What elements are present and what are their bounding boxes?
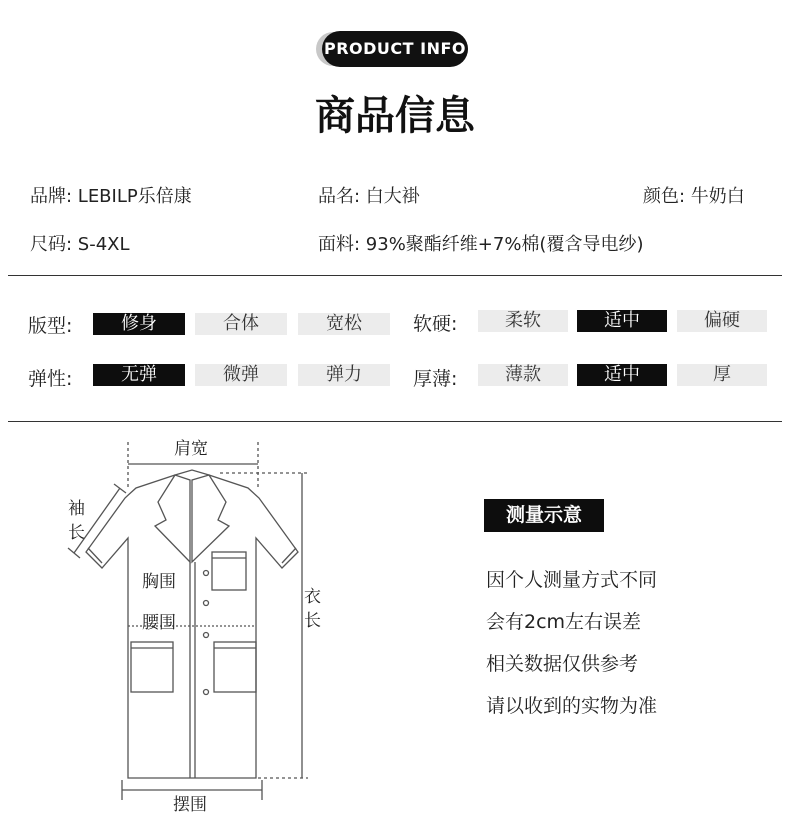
lab-coat-measurement-diagram: [40, 430, 340, 820]
label-chest: 胸围: [142, 572, 176, 592]
note-line-2: 会有2cm左右误差: [486, 611, 642, 633]
note-line-4: 请以收到的实物为准: [486, 695, 658, 717]
chip-elasticity-option-3: 弹力: [298, 364, 390, 386]
attr-thickness-label: 厚薄:: [413, 368, 458, 390]
label-sleeve-2: 长: [68, 523, 85, 543]
chip-fit-option-1: 修身: [93, 313, 185, 335]
attr-hardness-label: 软硬:: [413, 313, 458, 335]
chip-fit-option-2: 合体: [195, 313, 287, 335]
info-name: 品名: 白大褂: [318, 186, 420, 207]
label-shoulder-width: 肩宽: [174, 439, 208, 459]
info-size: 尺码: S-4XL: [30, 234, 130, 255]
chip-hardness-option-3: 偏硬: [677, 310, 767, 332]
label-hem: 摆围: [173, 795, 207, 815]
chip-thickness-option-3: 厚: [677, 364, 767, 386]
measure-tag: 测量示意: [484, 499, 604, 532]
label-length-2: 长: [304, 611, 321, 631]
label-waist: 腰围: [142, 613, 176, 633]
page-title: 商品信息: [315, 93, 475, 139]
attr-fit-label: 版型:: [28, 315, 73, 337]
divider-bottom: [8, 421, 782, 422]
info-color: 颜色: 牛奶白: [643, 186, 745, 207]
note-line-3: 相关数据仅供参考: [486, 653, 639, 675]
info-brand: 品牌: LEBILP乐倍康: [30, 186, 192, 207]
chip-fit-option-3: 宽松: [298, 313, 390, 335]
divider-top: [8, 275, 782, 276]
product-info-badge: PRODUCT INFO: [322, 31, 468, 67]
attr-elasticity-label: 弹性:: [28, 368, 73, 390]
info-fabric: 面料: 93%聚酯纤维+7%棉(覆含导电纱): [318, 234, 644, 255]
chip-elasticity-option-2: 微弹: [195, 364, 287, 386]
chip-elasticity-option-1: 无弹: [93, 364, 185, 386]
label-sleeve-1: 袖: [68, 499, 85, 519]
chip-hardness-option-1: 柔软: [478, 310, 568, 332]
chip-thickness-option-2: 适中: [577, 364, 667, 386]
note-line-1: 因个人测量方式不同: [486, 569, 658, 591]
chip-thickness-option-1: 薄款: [478, 364, 568, 386]
chip-hardness-option-2: 适中: [577, 310, 667, 332]
label-length-1: 衣: [304, 587, 321, 607]
